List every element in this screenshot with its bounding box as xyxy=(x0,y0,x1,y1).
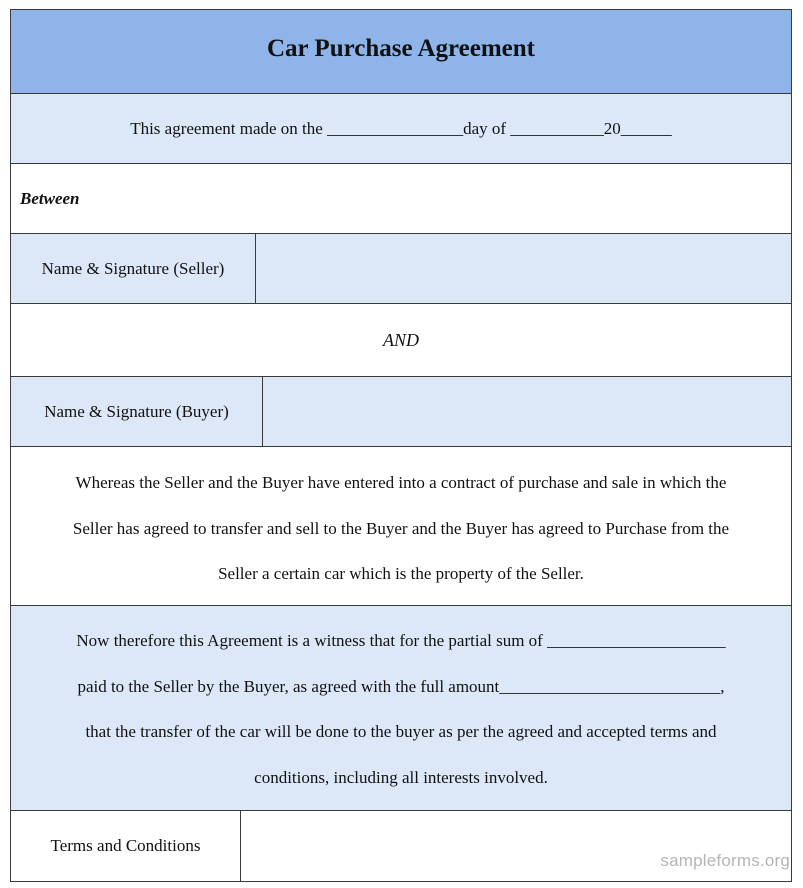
terms-label: Terms and Conditions xyxy=(11,811,241,881)
date-line-prefix: This agreement made on the xyxy=(130,118,323,138)
seller-signature-field[interactable] xyxy=(256,234,791,303)
now-therefore-line-3: that the transfer of the car will be done to the buyer as per the agreed and accepted terms and xyxy=(85,722,717,741)
and-label: AND xyxy=(383,329,419,350)
seller-row xyxy=(11,234,791,304)
date-line-row xyxy=(11,94,791,164)
date-blank-field[interactable]: ________________ xyxy=(327,118,464,138)
watermark: sampleforms.org xyxy=(660,851,790,870)
buyer-label: Name & Signature (Buyer) xyxy=(11,377,263,446)
title-bar xyxy=(11,10,791,94)
and-row xyxy=(11,304,791,377)
now-therefore-paragraph xyxy=(11,606,791,811)
between-label: Between xyxy=(20,188,80,208)
year-prefix-label: 20 xyxy=(603,118,621,138)
buyer-row xyxy=(11,377,791,447)
year-blank-field[interactable]: ______ xyxy=(620,118,672,138)
seller-label: Name & Signature (Seller) xyxy=(11,234,256,303)
day-of-label: day of xyxy=(463,118,507,138)
page-title: Car Purchase Agreement xyxy=(266,34,535,62)
car-purchase-agreement-form xyxy=(10,9,792,882)
between-row xyxy=(11,164,791,234)
now-therefore-line-1: Now therefore this Agreement is a witness that for the partial sum of _____________________ xyxy=(76,631,726,650)
now-therefore-line-2: paid to the Seller by the Buyer, as agreed with the full amount__________________________, xyxy=(77,676,725,696)
now-therefore-line-4: conditions, including all interests involved. xyxy=(254,767,548,787)
whereas-line-2: Seller has agreed to transfer and sell to the Buyer and the Buyer has agreed to Purchase from the xyxy=(72,518,730,538)
month-blank-field[interactable]: ___________ xyxy=(510,118,604,138)
whereas-paragraph xyxy=(11,447,791,606)
whereas-line-1: Whereas the Seller and the Buyer have entered into a contract of purchase and sale in which the xyxy=(75,473,727,492)
buyer-signature-field[interactable] xyxy=(263,377,791,446)
whereas-line-3: Seller a certain car which is the property of the Seller. xyxy=(218,564,584,583)
